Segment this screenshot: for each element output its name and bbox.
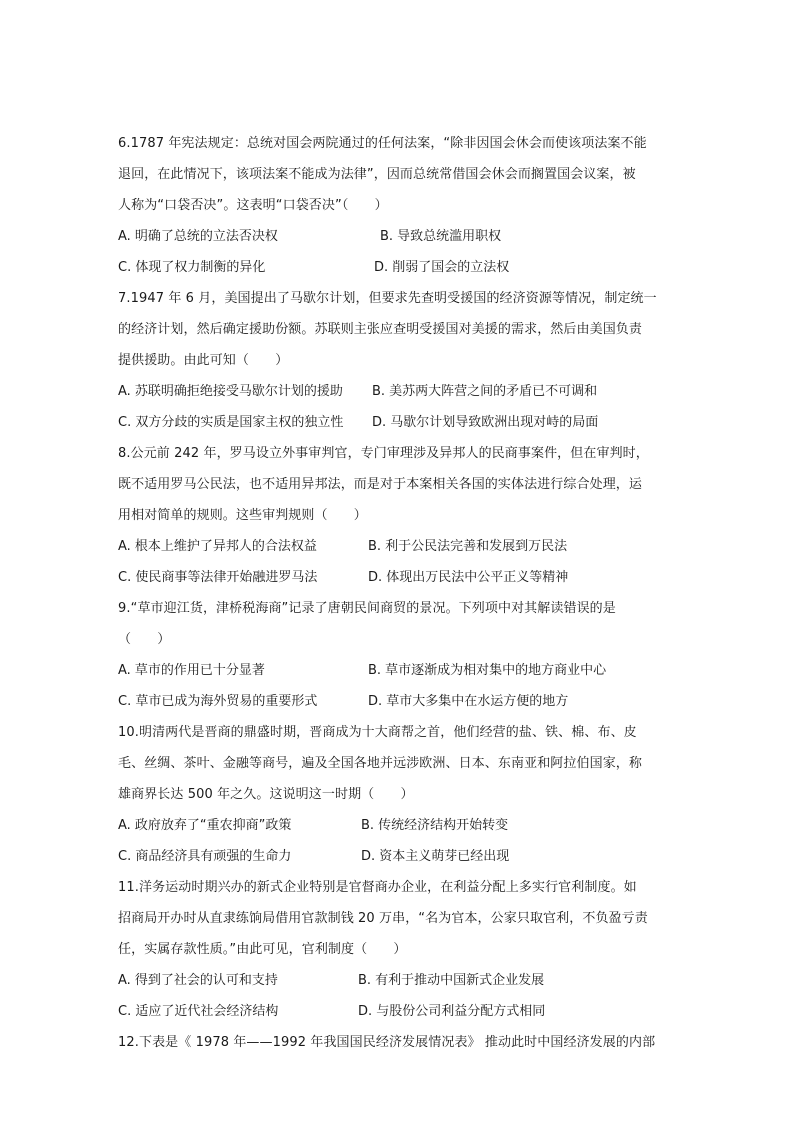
question-6 (118, 128, 674, 283)
question-text-line: 人称为“口袋否决”。这表明“口袋否决”（ ） (118, 198, 388, 213)
question-9 (118, 593, 674, 717)
option-c: C. 商品经济具有顽强的生命力 (118, 849, 292, 864)
options-row (118, 996, 674, 1027)
options-row (118, 841, 674, 872)
options-row (118, 686, 674, 717)
question-text-line: 任，实属存款性质。”由此可见，官利制度（ ） (118, 942, 407, 957)
question-text-line: 6.1787 年宪法规定：总统对国会两院通过的任何法案，“除非因国会休会而使该项法案不能 (118, 136, 647, 151)
options-row (118, 531, 674, 562)
question-text-line: （ ） (118, 632, 171, 647)
option-d: D. 马歇尔计划导致欧洲出现对峙的局面 (372, 415, 599, 430)
options-row (118, 376, 674, 407)
question-text-line: 既不适用罗马公民法，也不适用异邦法，而是对于本案相关各国的实体法进行综合处理，运 (118, 477, 643, 492)
question-text-line: 毛、丝绸、茶叶、金融等商号，遍及全国各地并远涉欧洲、日本、东南亚和阿拉伯国家，称 (118, 756, 643, 771)
question-7 (118, 283, 674, 438)
option-b: B. 美苏两大阵营之间的矛盾已不可调和 (372, 384, 598, 399)
question-10 (118, 717, 674, 872)
option-a: A. 政府放弃了“重农抑商”政策 (118, 818, 292, 833)
option-c: C. 草市已成为海外贸易的重要形式 (118, 694, 318, 709)
option-c: C. 适应了近代社会经济结构 (118, 1004, 279, 1019)
option-a: A. 根本上维护了异邦人的合法权益 (118, 539, 317, 554)
option-b: B. 导致总统滥用职权 (380, 229, 502, 244)
question-text-line: 用相对简单的规则。这些审判规则（ ） (118, 508, 367, 523)
option-c: C. 使民商事等法律开始融进罗马法 (118, 570, 318, 585)
options-row (118, 562, 674, 593)
option-d: D. 资本主义萌芽已经出现 (361, 849, 510, 864)
option-d: D. 削弱了国会的立法权 (374, 260, 510, 275)
option-d: D. 体现出万民法中公平正义等精神 (368, 570, 569, 585)
question-text-line: 10.明清两代是晋商的鼎盛时期，晋商成为十大商帮之首，他们经营的盐、铁、棉、布、皮 (118, 725, 637, 740)
option-a: A. 苏联明确拒绝接受马歇尔计划的援助 (118, 384, 343, 399)
question-text-line: 退回，在此情况下，该项法案不能成为法律”，因而总统常借国会休会而搁置国会议案，被 (118, 167, 636, 182)
exam-page (118, 128, 674, 1058)
question-text-line: 7.1947 年 6 月，美国提出了马歇尔计划，但要求先查明受援国的经济资源等情况，制定统一 (118, 291, 657, 306)
option-b: B. 利于公民法完善和发展到万民法 (368, 539, 568, 554)
question-text-line: 雄商界长达 500 年之久。这说明这一时期（ ） (118, 787, 414, 802)
question-11 (118, 872, 674, 1027)
option-b: B. 传统经济结构开始转变 (361, 818, 509, 833)
option-c: C. 双方分歧的实质是国家主权的独立性 (118, 415, 344, 430)
options-row (118, 407, 674, 438)
option-b: B. 草市逐渐成为相对集中的地方商业中心 (368, 663, 607, 678)
options-row (118, 655, 674, 686)
option-a: A. 草市的作用已十分显著 (118, 663, 265, 678)
question-12 (118, 1027, 674, 1058)
options-row (118, 965, 674, 996)
question-text-line: 11.洋务运动时期兴办的新式企业特别是官督商办企业，在利益分配上多实行官利制度。如 (118, 880, 637, 895)
options-row (118, 221, 674, 252)
question-text-line: 12.下表是《 1978 年——1992 年我国国民经济发展情况表》 推动此时中国经济发展的内部 (118, 1035, 656, 1050)
question-text-line: 招商局开办时从直隶练饷局借用官款制钱 20 万串，“名为官本，公家只取官利，不负盈亏责 (118, 911, 648, 926)
options-row (118, 252, 674, 283)
question-text-line: 8.公元前 242 年，罗马设立外事审判官，专门审理涉及异邦人的民商事案件，但在审判时， (118, 446, 649, 461)
question-8 (118, 438, 674, 593)
question-text-line: 的经济计划，然后确定援助份额。苏联则主张应查明受援国对美援的需求，然后由美国负责 (118, 322, 643, 337)
option-b: B. 有利于推动中国新式企业发展 (358, 973, 545, 988)
option-d: D. 草市大多集中在水运方便的地方 (368, 694, 569, 709)
question-text-line: 9.“草市迎江货，津桥税海商”记录了唐朝民间商贸的景况。下列项中对其解读错误的是 (118, 601, 616, 616)
question-text-line: 提供援助。由此可知（ ） (118, 353, 289, 368)
option-c: C. 体现了权力制衡的异化 (118, 260, 266, 275)
option-a: A. 明确了总统的立法否决权 (118, 229, 278, 244)
option-d: D. 与股份公司利益分配方式相同 (358, 1004, 546, 1019)
options-row (118, 810, 674, 841)
option-a: A. 得到了社会的认可和支持 (118, 973, 278, 988)
